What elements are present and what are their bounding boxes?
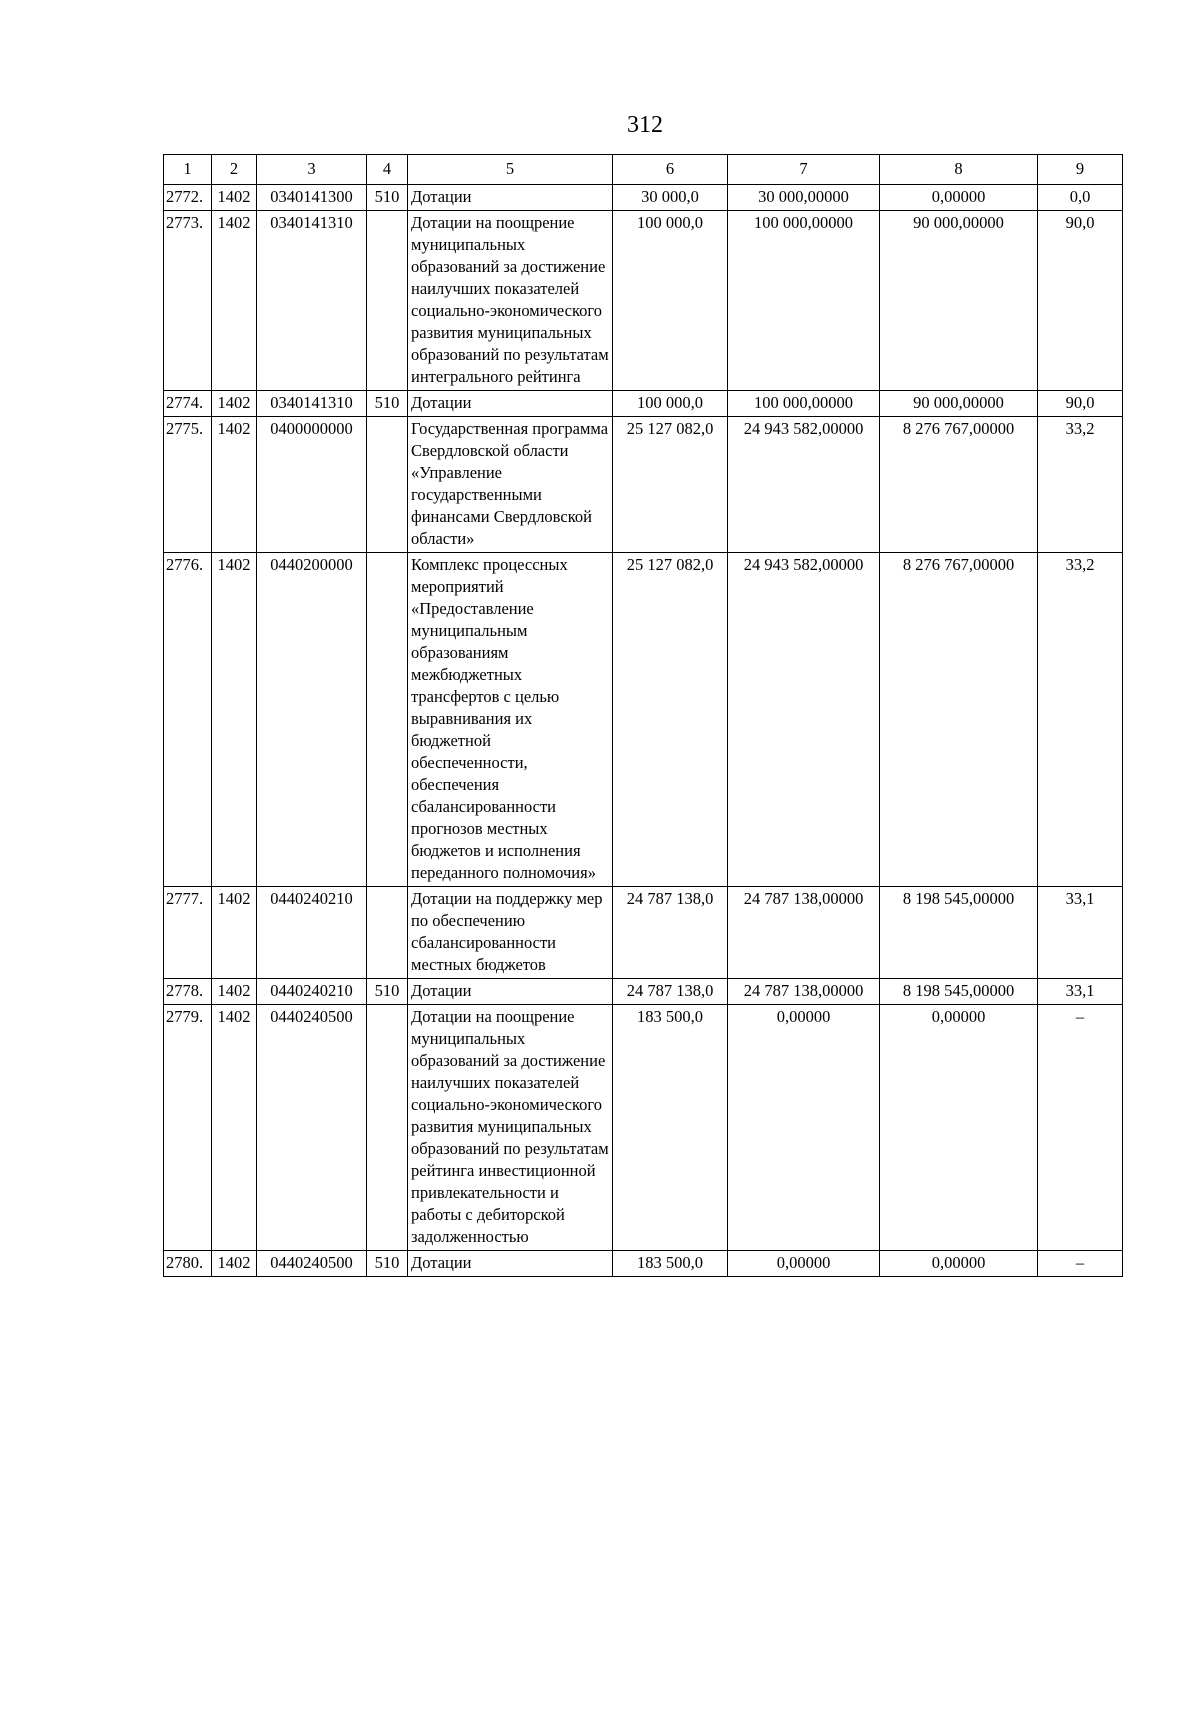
column-header: 8 <box>880 155 1038 185</box>
expense-type-code: 510 <box>367 185 408 211</box>
execution-percent: 33,2 <box>1038 417 1123 553</box>
target-code: 0440240210 <box>257 887 367 979</box>
item-name: Дотации <box>408 979 613 1005</box>
column-header: 1 <box>164 155 212 185</box>
executed-amount: 8 198 545,00000 <box>880 887 1038 979</box>
target-code: 0440200000 <box>257 553 367 887</box>
row-number: 2780. <box>164 1251 212 1277</box>
item-name: Дотации на поддержку мер по обеспечению сбалансированности местных бюджетов <box>408 887 613 979</box>
execution-percent: 33,1 <box>1038 979 1123 1005</box>
plan-amount: 30 000,0 <box>613 185 728 211</box>
approved-amount: 30 000,00000 <box>728 185 880 211</box>
execution-percent: 90,0 <box>1038 211 1123 391</box>
executed-amount: 0,00000 <box>880 1005 1038 1251</box>
execution-percent: – <box>1038 1251 1123 1277</box>
row-number: 2776. <box>164 553 212 887</box>
executed-amount: 8 276 767,00000 <box>880 553 1038 887</box>
plan-amount: 183 500,0 <box>613 1251 728 1277</box>
item-name: Государственная программа Свердловской области «Управление государственными финансами Свердловской области» <box>408 417 613 553</box>
execution-percent: 90,0 <box>1038 391 1123 417</box>
section-code: 1402 <box>212 887 257 979</box>
section-code: 1402 <box>212 1005 257 1251</box>
row-number: 2777. <box>164 887 212 979</box>
column-header: 3 <box>257 155 367 185</box>
budget-table <box>163 154 1123 1277</box>
approved-amount: 100 000,00000 <box>728 211 880 391</box>
section-code: 1402 <box>212 211 257 391</box>
item-name: Дотации на поощрение муниципальных образований за достижение наилучших показателей социально-экономического развития муниципальных образований по результатам интегрального рейтинга <box>408 211 613 391</box>
approved-amount: 24 787 138,00000 <box>728 979 880 1005</box>
section-code: 1402 <box>212 553 257 887</box>
approved-amount: 24 943 582,00000 <box>728 417 880 553</box>
row-number: 2775. <box>164 417 212 553</box>
executed-amount: 0,00000 <box>880 185 1038 211</box>
executed-amount: 8 276 767,00000 <box>880 417 1038 553</box>
table-row <box>164 391 1123 417</box>
column-header: 6 <box>613 155 728 185</box>
table-row <box>164 553 1123 887</box>
column-header: 2 <box>212 155 257 185</box>
target-code: 0340141300 <box>257 185 367 211</box>
approved-amount: 24 943 582,00000 <box>728 553 880 887</box>
target-code: 0440240500 <box>257 1251 367 1277</box>
row-number: 2772. <box>164 185 212 211</box>
section-code: 1402 <box>212 417 257 553</box>
plan-amount: 25 127 082,0 <box>613 417 728 553</box>
executed-amount: 8 198 545,00000 <box>880 979 1038 1005</box>
section-code: 1402 <box>212 1251 257 1277</box>
plan-amount: 100 000,0 <box>613 211 728 391</box>
row-number: 2774. <box>164 391 212 417</box>
target-code: 0340141310 <box>257 391 367 417</box>
row-number: 2773. <box>164 211 212 391</box>
executed-amount: 90 000,00000 <box>880 211 1038 391</box>
item-name: Комплекс процессных мероприятий «Предоставление муниципальным образованиям межбюджетных трансфертов с целью выравнивания их бюджетной обеспеченности, обеспечения сбалансированности прогнозов местных бюджетов и исполнения переданного полномочия» <box>408 553 613 887</box>
column-header: 9 <box>1038 155 1123 185</box>
plan-amount: 183 500,0 <box>613 1005 728 1251</box>
expense-type-code: 510 <box>367 1251 408 1277</box>
target-code: 0340141310 <box>257 211 367 391</box>
table-row <box>164 417 1123 553</box>
table-row <box>164 185 1123 211</box>
table-row <box>164 211 1123 391</box>
expense-type-code <box>367 417 408 553</box>
expense-type-code: 510 <box>367 391 408 417</box>
item-name: Дотации на поощрение муниципальных образований за достижение наилучших показателей социально-экономического развития муниципальных образований по результатам рейтинга инвестиционной привлекательности и работы с дебиторской задолженностью <box>408 1005 613 1251</box>
table-row <box>164 1005 1123 1251</box>
expense-type-code <box>367 887 408 979</box>
table-row <box>164 979 1123 1005</box>
approved-amount: 0,00000 <box>728 1005 880 1251</box>
table-row <box>164 1251 1123 1277</box>
item-name: Дотации <box>408 1251 613 1277</box>
target-code: 0440240210 <box>257 979 367 1005</box>
item-name: Дотации <box>408 391 613 417</box>
approved-amount: 0,00000 <box>728 1251 880 1277</box>
column-header: 7 <box>728 155 880 185</box>
executed-amount: 90 000,00000 <box>880 391 1038 417</box>
execution-percent: – <box>1038 1005 1123 1251</box>
approved-amount: 100 000,00000 <box>728 391 880 417</box>
section-code: 1402 <box>212 979 257 1005</box>
expense-type-code <box>367 211 408 391</box>
plan-amount: 100 000,0 <box>613 391 728 417</box>
target-code: 0400000000 <box>257 417 367 553</box>
target-code: 0440240500 <box>257 1005 367 1251</box>
section-code: 1402 <box>212 391 257 417</box>
row-number: 2779. <box>164 1005 212 1251</box>
table-row <box>164 887 1123 979</box>
plan-amount: 25 127 082,0 <box>613 553 728 887</box>
column-header: 5 <box>408 155 613 185</box>
expense-type-code <box>367 553 408 887</box>
expense-type-code <box>367 1005 408 1251</box>
column-header: 4 <box>367 155 408 185</box>
execution-percent: 33,1 <box>1038 887 1123 979</box>
plan-amount: 24 787 138,0 <box>613 979 728 1005</box>
executed-amount: 0,00000 <box>880 1251 1038 1277</box>
table-header-row <box>164 155 1123 185</box>
section-code: 1402 <box>212 185 257 211</box>
expense-type-code: 510 <box>367 979 408 1005</box>
item-name: Дотации <box>408 185 613 211</box>
execution-percent: 33,2 <box>1038 553 1123 887</box>
row-number: 2778. <box>164 979 212 1005</box>
plan-amount: 24 787 138,0 <box>613 887 728 979</box>
page-number: 312 <box>627 112 663 138</box>
execution-percent: 0,0 <box>1038 185 1123 211</box>
approved-amount: 24 787 138,00000 <box>728 887 880 979</box>
